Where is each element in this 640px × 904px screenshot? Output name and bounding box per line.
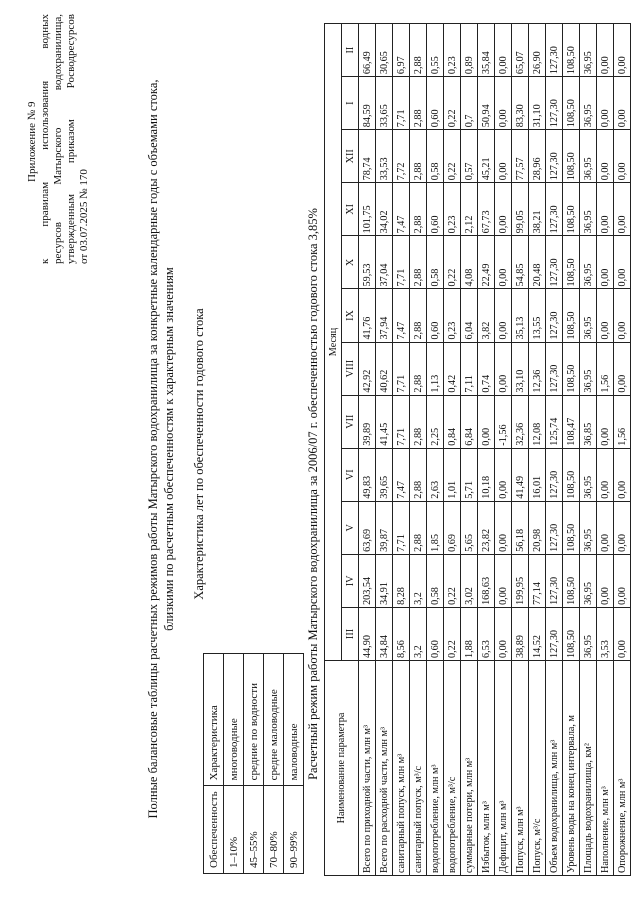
value-cell: 59,53	[359, 236, 376, 289]
value-cell: 16,01	[529, 448, 546, 501]
value-cell: 0,22	[444, 607, 461, 660]
value-cell: 3,53	[597, 607, 614, 660]
value-cell: -1,56	[495, 395, 512, 448]
value-cell: 0,60	[427, 607, 444, 660]
param-name-cell: Всего по приходной части, млн м³	[359, 661, 376, 876]
value-cell: 108,50	[563, 607, 580, 660]
value-cell: 31,10	[529, 77, 546, 130]
table-row	[563, 24, 580, 876]
value-cell: 0,22	[444, 236, 461, 289]
value-cell: 36,95	[580, 24, 597, 77]
document-title: Полные балансовые таблицы расчетных режимов работы Матырского водохранилища за конкретные календарные годы с объемами стока, близкими по расчетным обеспеченностям к характерным значениям	[146, 79, 176, 819]
value-cell: 0,00	[495, 183, 512, 236]
value-cell: 0,00	[495, 236, 512, 289]
table-row	[580, 24, 597, 876]
table-row	[444, 24, 461, 876]
table-row	[264, 654, 284, 874]
value-cell: 54,85	[512, 236, 529, 289]
table-row	[284, 654, 304, 874]
value-cell: 36,95	[580, 289, 597, 342]
value-cell: 2,88	[410, 130, 427, 183]
value-cell: 0,23	[444, 289, 461, 342]
value-cell: 0,00	[614, 289, 631, 342]
value-cell: 3,2	[410, 554, 427, 607]
table-row	[529, 24, 546, 876]
month-header-cell: VII	[342, 395, 359, 448]
value-cell: 30,65	[376, 24, 393, 77]
value-cell: 2,88	[410, 342, 427, 395]
value-cell: 0,23	[444, 183, 461, 236]
value-cell: 108,50	[563, 342, 580, 395]
value-cell: 0,00	[614, 342, 631, 395]
table-row	[224, 654, 244, 874]
value-cell: 36,95	[580, 77, 597, 130]
table-row	[393, 24, 410, 876]
value-cell: 0,00	[597, 395, 614, 448]
value-cell: 0,00	[495, 342, 512, 395]
value-cell: 0,57	[461, 130, 478, 183]
value-cell: 0,58	[427, 130, 444, 183]
probability-cell: 70–80%	[264, 786, 284, 874]
value-cell: 49,83	[359, 448, 376, 501]
characteristic-cell: средние по водности	[244, 654, 264, 786]
value-cell: 2,88	[410, 77, 427, 130]
table-row	[461, 24, 478, 876]
value-cell: 127,30	[546, 24, 563, 77]
value-cell: 77,14	[529, 554, 546, 607]
value-cell: 0,00	[597, 554, 614, 607]
value-cell: 40,62	[376, 342, 393, 395]
table-row	[546, 24, 563, 876]
month-header-cell: III	[342, 607, 359, 660]
value-cell: 1,88	[461, 607, 478, 660]
month-group-header-row	[325, 24, 342, 876]
value-cell: 0,00	[597, 236, 614, 289]
value-cell: 108,50	[563, 554, 580, 607]
regime-table	[324, 23, 631, 876]
characteristics-table	[203, 653, 304, 874]
value-cell: 41,45	[376, 395, 393, 448]
month-header-cell: XI	[342, 183, 359, 236]
value-cell: 36,95	[580, 183, 597, 236]
value-cell: 37,04	[376, 236, 393, 289]
value-cell: 2,88	[410, 448, 427, 501]
value-cell: 0,00	[597, 130, 614, 183]
value-cell: 2,63	[427, 448, 444, 501]
value-cell: 1,13	[427, 342, 444, 395]
value-cell: 44,90	[359, 607, 376, 660]
value-cell: 168,63	[478, 554, 495, 607]
value-cell: 7,47	[393, 183, 410, 236]
value-cell: 12,08	[529, 395, 546, 448]
param-name-cell: водопотребление, млн м³	[427, 661, 444, 876]
value-cell: 1,56	[597, 342, 614, 395]
appendix-line: утвержденным приказом Росводресурсов	[65, 14, 77, 264]
regime-table-caption: Расчетный режим работы Матырского водохранилища за 2006/07 г. обеспеченностью годового стока 3,85%	[306, 208, 320, 780]
value-cell: 199,95	[512, 554, 529, 607]
value-cell: 39,65	[376, 448, 393, 501]
characteristics-subtitle: Характеристика лет по обеспеченности годового стока	[192, 308, 206, 600]
value-cell: 0,00	[495, 24, 512, 77]
value-cell: 33,53	[376, 130, 393, 183]
value-cell: 108,50	[563, 501, 580, 554]
appendix-note	[26, 14, 91, 264]
probability-cell: 45–55%	[244, 786, 264, 874]
value-cell: 0,00	[495, 501, 512, 554]
value-cell: 5,71	[461, 448, 478, 501]
value-cell: 77,57	[512, 130, 529, 183]
probability-cell: 90–99%	[284, 786, 304, 874]
value-cell: 0,60	[427, 183, 444, 236]
value-cell: 0,55	[427, 24, 444, 77]
value-cell: 6,04	[461, 289, 478, 342]
value-cell: 127,30	[546, 289, 563, 342]
value-cell: 6,97	[393, 24, 410, 77]
value-cell: 0,00	[597, 501, 614, 554]
value-cell: 0,74	[478, 342, 495, 395]
appendix-line: к правилам использования водных	[39, 14, 51, 264]
value-cell: 2,12	[461, 183, 478, 236]
value-cell: 14,52	[529, 607, 546, 660]
value-cell: 2,88	[410, 24, 427, 77]
param-name-cell: Попуск, млн м³	[512, 661, 529, 876]
value-cell: 99,05	[512, 183, 529, 236]
regime-table-body	[359, 24, 631, 876]
value-cell: 0,00	[495, 448, 512, 501]
month-header-cell: II	[342, 24, 359, 77]
value-cell: 7,47	[393, 289, 410, 342]
value-cell: 127,30	[546, 183, 563, 236]
value-cell: 203,54	[359, 554, 376, 607]
characteristic-cell: многоводные	[224, 654, 244, 786]
month-header-cell: VI	[342, 448, 359, 501]
value-cell: 0,00	[614, 448, 631, 501]
value-cell: 7,72	[393, 130, 410, 183]
value-cell: 0,00	[597, 77, 614, 130]
value-cell: 1,85	[427, 501, 444, 554]
value-cell: 35,84	[478, 24, 495, 77]
param-name-cell: водопотребление, м³/с	[444, 661, 461, 876]
value-cell: 36,95	[580, 342, 597, 395]
value-cell: 0,69	[444, 501, 461, 554]
value-cell: 36,95	[580, 448, 597, 501]
value-cell: 42,92	[359, 342, 376, 395]
value-cell: 0,22	[444, 130, 461, 183]
value-cell: 33,65	[376, 77, 393, 130]
value-cell: 127,30	[546, 448, 563, 501]
value-cell: 34,91	[376, 554, 393, 607]
value-cell: 36,95	[580, 236, 597, 289]
table-row	[495, 24, 512, 876]
value-cell: 0,00	[614, 24, 631, 77]
value-cell: 0,89	[461, 24, 478, 77]
value-cell: 6,84	[461, 395, 478, 448]
param-name-cell: Дефицит, млн м³	[495, 661, 512, 876]
value-cell: 0,00	[597, 183, 614, 236]
value-cell: 0,00	[597, 24, 614, 77]
value-cell: 36,85	[580, 395, 597, 448]
value-cell: 7,71	[393, 395, 410, 448]
param-name-cell: Опорожнение, млн м³	[614, 661, 631, 876]
value-cell: 36,95	[580, 607, 597, 660]
value-cell: 0,23	[444, 24, 461, 77]
value-cell: 26,90	[529, 24, 546, 77]
value-cell: 78,74	[359, 130, 376, 183]
value-cell: 50,94	[478, 77, 495, 130]
appendix-line: ресурсов Матырского водохранилища,	[52, 14, 64, 264]
value-cell: 0,84	[444, 395, 461, 448]
value-cell: 3,02	[461, 554, 478, 607]
value-cell: 36,95	[580, 554, 597, 607]
value-cell: 13,55	[529, 289, 546, 342]
value-cell: 32,36	[512, 395, 529, 448]
table-row	[410, 24, 427, 876]
value-cell: 7,71	[393, 501, 410, 554]
value-cell: 101,75	[359, 183, 376, 236]
table-row	[614, 24, 631, 876]
value-cell: 23,82	[478, 501, 495, 554]
value-cell: 108,50	[563, 130, 580, 183]
value-cell: 37,94	[376, 289, 393, 342]
value-cell: 0,00	[597, 448, 614, 501]
table-row	[244, 654, 264, 874]
value-cell: 38,21	[529, 183, 546, 236]
value-cell: 35,13	[512, 289, 529, 342]
value-cell: 108,50	[563, 77, 580, 130]
value-cell: 127,30	[546, 236, 563, 289]
value-cell: 1,56	[614, 395, 631, 448]
table-row	[359, 24, 376, 876]
value-cell: 0,00	[614, 183, 631, 236]
value-cell: 2,25	[427, 395, 444, 448]
value-cell: 38,89	[512, 607, 529, 660]
value-cell: 0,22	[444, 77, 461, 130]
value-cell: 67,73	[478, 183, 495, 236]
param-name-cell: санитарный попуск, м³/с	[410, 661, 427, 876]
value-cell: 0,7	[461, 77, 478, 130]
value-cell: 0,00	[597, 289, 614, 342]
value-cell: 34,02	[376, 183, 393, 236]
month-header-cell: IX	[342, 289, 359, 342]
value-cell: 10,18	[478, 448, 495, 501]
value-cell: 0,58	[427, 554, 444, 607]
value-cell: 2,88	[410, 183, 427, 236]
value-cell: 7,71	[393, 342, 410, 395]
month-header-cell: VIII	[342, 342, 359, 395]
param-header-cell: Наименование параметра	[325, 661, 359, 876]
value-cell: 3,2	[410, 607, 427, 660]
value-cell: 41,76	[359, 289, 376, 342]
value-cell: 20,48	[529, 236, 546, 289]
value-cell: 127,30	[546, 342, 563, 395]
month-header-cell: I	[342, 77, 359, 130]
month-header-cell: XII	[342, 130, 359, 183]
value-cell: 22,49	[478, 236, 495, 289]
value-cell: 127,30	[546, 130, 563, 183]
characteristic-cell: маловодные	[284, 654, 304, 786]
value-cell: 83,30	[512, 77, 529, 130]
appendix-line: Приложение № 9	[26, 101, 38, 182]
value-cell: 8,28	[393, 554, 410, 607]
value-cell: 41,49	[512, 448, 529, 501]
value-cell: 0,00	[614, 130, 631, 183]
value-cell: 2,88	[410, 501, 427, 554]
value-cell: 0,60	[427, 289, 444, 342]
value-cell: 127,30	[546, 501, 563, 554]
value-cell: 20,98	[529, 501, 546, 554]
value-cell: 45,21	[478, 130, 495, 183]
value-cell: 5,65	[461, 501, 478, 554]
value-cell: 7,71	[393, 77, 410, 130]
probability-cell: 1–10%	[224, 786, 244, 874]
value-cell: 36,95	[580, 501, 597, 554]
value-cell: 0,00	[495, 554, 512, 607]
value-cell: 7,11	[461, 342, 478, 395]
value-cell: 127,30	[546, 77, 563, 130]
value-cell: 1,01	[444, 448, 461, 501]
value-cell: 0,22	[444, 554, 461, 607]
param-name-cell: Избыток, млн м³	[478, 661, 495, 876]
param-name-cell: санитарный попуск, млн м³	[393, 661, 410, 876]
value-cell: 108,47	[563, 395, 580, 448]
value-cell: 0,00	[478, 395, 495, 448]
value-cell: 36,95	[580, 130, 597, 183]
value-cell: 0,00	[614, 77, 631, 130]
value-cell: 127,30	[546, 607, 563, 660]
value-cell: 108,50	[563, 289, 580, 342]
value-cell: 108,50	[563, 24, 580, 77]
table-row	[427, 24, 444, 876]
value-cell: 4,08	[461, 236, 478, 289]
appendix-line: от 03.07.2025 № 170	[78, 169, 90, 264]
header-cell: Обеспеченность	[204, 786, 224, 874]
value-cell: 0,00	[495, 77, 512, 130]
value-cell: 0,60	[427, 77, 444, 130]
value-cell: 65,07	[512, 24, 529, 77]
value-cell: 0,00	[614, 501, 631, 554]
param-name-cell: Попуск, м³/с	[529, 661, 546, 876]
value-cell: 7,71	[393, 236, 410, 289]
value-cell: 2,88	[410, 289, 427, 342]
month-header-cell: V	[342, 501, 359, 554]
value-cell: 2,88	[410, 395, 427, 448]
value-cell: 0,00	[614, 236, 631, 289]
value-cell: 0,00	[614, 554, 631, 607]
table-row	[376, 24, 393, 876]
table-row	[478, 24, 495, 876]
value-cell: 66,49	[359, 24, 376, 77]
characteristic-cell: средне маловодные	[264, 654, 284, 786]
param-name-cell: Уровень воды на конец интервала, м	[563, 661, 580, 876]
value-cell: 63,69	[359, 501, 376, 554]
table-row	[597, 24, 614, 876]
value-cell: 108,50	[563, 183, 580, 236]
value-cell: 7,47	[393, 448, 410, 501]
value-cell: 0,00	[495, 289, 512, 342]
characteristics-header-row	[204, 654, 224, 874]
value-cell: 0,00	[614, 607, 631, 660]
param-name-cell: Всего по расходной части, млн м³	[376, 661, 393, 876]
value-cell: 34,84	[376, 607, 393, 660]
value-cell: 39,87	[376, 501, 393, 554]
value-cell: 6,53	[478, 607, 495, 660]
value-cell: 2,88	[410, 236, 427, 289]
value-cell: 84,59	[359, 77, 376, 130]
param-name-cell: Наполнение, млн м³	[597, 661, 614, 876]
month-header-cell: IV	[342, 554, 359, 607]
value-cell: 108,50	[563, 448, 580, 501]
table-row	[512, 24, 529, 876]
value-cell: 0,42	[444, 342, 461, 395]
header-cell: Характеристика	[204, 654, 224, 786]
value-cell: 125,74	[546, 395, 563, 448]
value-cell: 56,18	[512, 501, 529, 554]
month-header-cell: X	[342, 236, 359, 289]
value-cell: 0,58	[427, 236, 444, 289]
value-cell: 39,89	[359, 395, 376, 448]
param-name-cell: Объем водохранилища, млн м³	[546, 661, 563, 876]
value-cell: 0,00	[495, 130, 512, 183]
month-group-header: Месяц	[325, 24, 342, 661]
value-cell: 127,30	[546, 554, 563, 607]
value-cell: 8,56	[393, 607, 410, 660]
param-name-cell: суммарные потери, млн м³	[461, 661, 478, 876]
param-name-cell: Площадь водохранилища, км²	[580, 661, 597, 876]
value-cell: 3,82	[478, 289, 495, 342]
value-cell: 28,96	[529, 130, 546, 183]
value-cell: 108,50	[563, 236, 580, 289]
value-cell: 0,00	[495, 607, 512, 660]
value-cell: 12,36	[529, 342, 546, 395]
value-cell: 33,10	[512, 342, 529, 395]
